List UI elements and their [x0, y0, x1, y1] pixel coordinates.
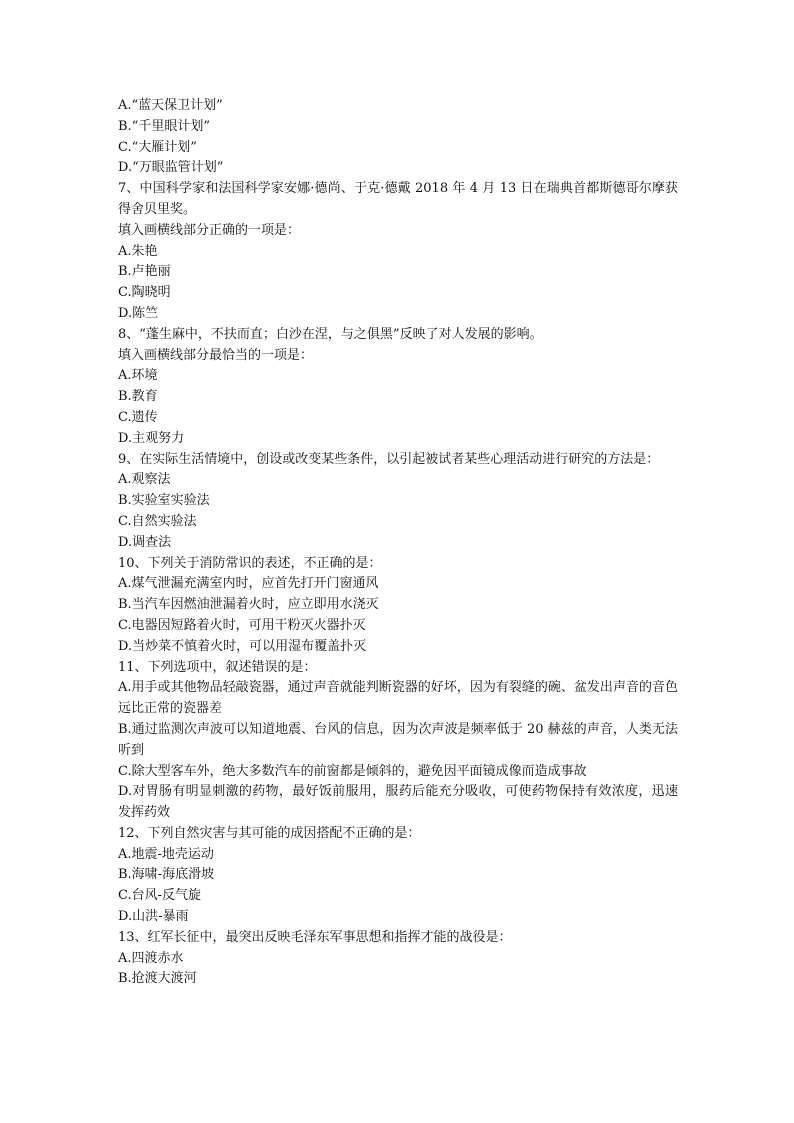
option-d: D.“万眼监管计划”	[118, 160, 224, 176]
option-c: C.遗传	[118, 409, 158, 425]
question-stem: 8、“蓬生麻中，不扶而直；白沙在涅，与之俱黑”反映了对人发展的影响。	[118, 326, 543, 342]
option-b: B.教育	[118, 389, 158, 405]
option-d: D.陈竺	[118, 305, 159, 321]
option-a: A.“蓝天保卫计划”	[118, 98, 223, 113]
question-prompt: 填入画横线部分正确的一项是：	[118, 222, 301, 238]
option-d: D.当炒菜不慎着火时，可以用湿布覆盖扑灭	[118, 638, 367, 654]
question-10	[118, 554, 678, 658]
question-stem: 11、下列选项中，叙述错误的是：	[118, 659, 317, 675]
option-c: C.陶晓明	[118, 285, 171, 301]
option-a: A.朱艳	[118, 243, 158, 259]
option-c: C.“大雁计划”	[118, 139, 197, 155]
question-12	[118, 824, 678, 928]
option-a: A.观察法	[118, 472, 171, 488]
option-b: B.抢渡大渡河	[118, 971, 197, 987]
question-6-tail	[118, 96, 678, 179]
question-11	[118, 658, 678, 824]
option-b: B.通过监测次声波可以知道地震、台风的信息，因为次声波是频率低于 20 赫兹的声音，人类无法听到	[118, 721, 678, 758]
question-stem: 13、红军长征中，最突出反映毛泽东军事思想和指挥才能的战役是：	[118, 929, 512, 945]
option-b: B.“千里眼计划”	[118, 118, 210, 134]
question-stem: 7、中国科学家和法国科学家安娜·德尚、于克·德戴 2018 年 4 月 13 日在瑞典首都斯德哥尔摩获得舍贝里奖。	[118, 181, 678, 217]
question-8	[118, 325, 678, 450]
document-page	[118, 96, 678, 990]
option-c: C.自然实验法	[118, 513, 197, 529]
question-stem: 9、在实际生活情境中，创设或改变某些条件，以引起被试者某些心理活动进行研究的方法是：	[118, 451, 660, 467]
option-d: D.调查法	[118, 534, 172, 550]
option-c: C.台风-反气旋	[118, 888, 202, 904]
question-13	[118, 928, 678, 990]
question-prompt: 填入画横线部分最恰当的一项是：	[118, 347, 314, 363]
option-a: A.环境	[118, 368, 158, 384]
option-b: B.当汽车因燃油泄漏着火时，应立即用水浇灭	[118, 597, 379, 613]
option-c: C.除大型客车外，绝大多数汽车的前窗都是倾斜的，避免因平面镜成像而造成事故	[118, 763, 587, 779]
option-c: C.电器因短路着火时，可用干粉灭火器扑灭	[118, 617, 366, 633]
option-a: A.四渡赤水	[118, 950, 184, 966]
option-b: B.实验室实验法	[118, 493, 210, 509]
question-stem: 10、下列关于消防常识的表述，不正确的是：	[118, 555, 382, 571]
question-9	[118, 450, 678, 554]
option-a: A.用手或其他物品轻敲瓷器，通过声音就能判断瓷器的好坏，因为有裂缝的碗、盆发出声音的音色远比正常的瓷器差	[118, 680, 678, 717]
option-b: B.卢艳丽	[118, 264, 171, 280]
option-d: D.山洪-暴雨	[118, 909, 189, 925]
question-7	[118, 179, 678, 325]
option-a: A.地震-地壳运动	[118, 846, 214, 862]
option-d: D.主观努力	[118, 430, 185, 446]
option-b: B.海啸-海底滑坡	[118, 867, 215, 883]
option-a: A.煤气泄漏充满室内时，应首先打开门窗通风	[118, 576, 379, 592]
question-stem: 12、下列自然灾害与其可能的成因搭配不正确的是：	[118, 825, 421, 841]
option-d: D.对胃肠有明显刺激的药物，最好饭前服用，服药后能充分吸收，可使药物保持有效浓度，迅速发挥药效	[118, 784, 678, 821]
